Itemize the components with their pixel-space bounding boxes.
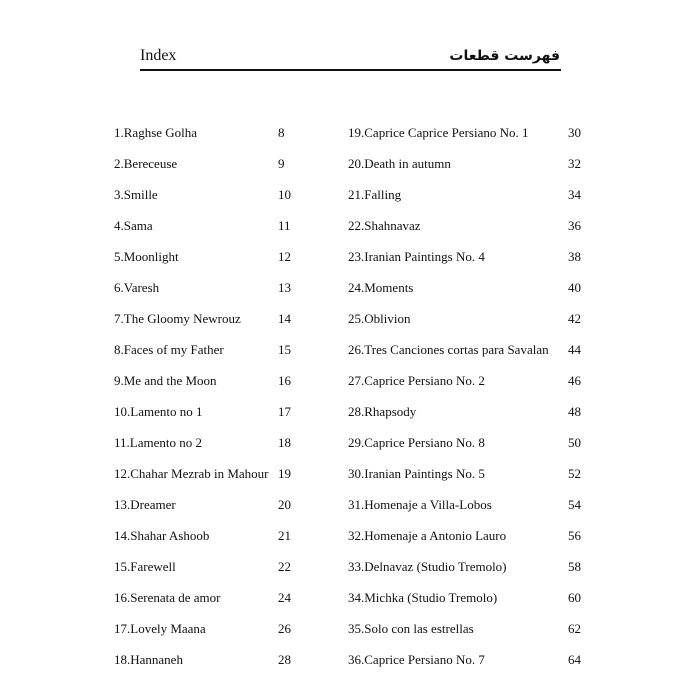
index-entry (114, 276, 294, 307)
index-entry (114, 462, 294, 493)
entry-title: 35.Solo con las estrellas (348, 621, 474, 636)
index-entry (348, 121, 584, 152)
index-entry (348, 400, 584, 431)
entry-page-number: 24 (278, 590, 291, 605)
entry-page-number: 46 (568, 373, 581, 388)
entry-page-number: 15 (278, 342, 291, 357)
entry-title: 23.Iranian Paintings No. 4 (348, 249, 485, 264)
entry-title: 25.Oblivion (348, 311, 411, 326)
entry-title: 8.Faces of my Father (114, 342, 224, 357)
entry-page-number: 60 (568, 590, 581, 605)
index-entry (114, 586, 294, 617)
entry-title: 4.Sama (114, 218, 153, 233)
entry-title: 9.Me and the Moon (114, 373, 217, 388)
index-entry (114, 152, 294, 183)
entry-title: 18.Hannaneh (114, 652, 183, 667)
index-entry (114, 555, 294, 586)
index-entry (348, 369, 584, 400)
entry-title: 29.Caprice Persiano No. 8 (348, 435, 485, 450)
header-rule (140, 69, 561, 71)
entry-page-number: 28 (278, 652, 291, 667)
entry-title: 22.Shahnavaz (348, 218, 421, 233)
entry-page-number: 50 (568, 435, 581, 450)
entry-page-number: 10 (278, 187, 291, 202)
entry-title: 7.The Gloomy Newrouz (114, 311, 241, 326)
entry-title: 31.Homenaje a Villa-Lobos (348, 497, 492, 512)
entry-title: 27.Caprice Persiano No. 2 (348, 373, 485, 388)
index-entry (114, 338, 294, 369)
index-entry (348, 431, 584, 462)
entry-title: 33.Delnavaz (Studio Tremolo) (348, 559, 507, 574)
entry-page-number: 34 (568, 187, 581, 202)
entry-title: 5.Moonlight (114, 249, 179, 264)
index-entry (348, 276, 584, 307)
index-entry (114, 307, 294, 338)
entry-page-number: 36 (568, 218, 581, 233)
index-entry (348, 338, 584, 369)
index-entry (114, 648, 294, 679)
entry-page-number: 18 (278, 435, 291, 450)
entry-page-number: 64 (568, 652, 581, 667)
entry-page-number: 54 (568, 497, 581, 512)
entry-title: 34.Michka (Studio Tremolo) (348, 590, 498, 605)
entry-title: 16.Serenata de amor (114, 590, 221, 605)
entry-page-number: 21 (278, 528, 291, 543)
entry-page-number: 40 (568, 280, 581, 295)
entry-page-number: 16 (278, 373, 291, 388)
entry-page-number: 44 (568, 342, 581, 357)
index-entry (348, 524, 584, 555)
entry-title: 24.Moments (348, 280, 414, 295)
entry-title: 32.Homenaje a Antonio Lauro (348, 528, 507, 543)
entry-page-number: 62 (568, 621, 581, 636)
entry-page-number: 17 (278, 404, 291, 419)
index-entry (348, 462, 584, 493)
index-entry (348, 152, 584, 183)
persian-index-title: فهرست قطعات (449, 48, 560, 64)
index-entry (348, 307, 584, 338)
index-entry (114, 214, 294, 245)
entry-title: 10.Lamento no 1 (114, 404, 203, 419)
entry-page-number: 48 (568, 404, 581, 419)
index-entry (348, 493, 584, 524)
entry-page-number: 52 (568, 466, 581, 481)
entry-title: 3.Smille (114, 187, 158, 202)
index-entry (114, 369, 294, 400)
index-entry (348, 245, 584, 276)
entry-title: 17.Lovely Maana (114, 621, 206, 636)
index-entry (348, 214, 584, 245)
index-entry (348, 555, 584, 586)
index-column-left (114, 121, 294, 679)
entry-title: 30.Iranian Paintings No. 5 (348, 466, 485, 481)
index-entry (114, 431, 294, 462)
entry-page-number: 38 (568, 249, 581, 264)
index-entry (348, 617, 584, 648)
entry-page-number: 12 (278, 249, 291, 264)
entry-title: 1.Raghse Golha (114, 125, 198, 140)
entry-title: 36.Caprice Persiano No. 7 (348, 652, 485, 667)
entry-page-number: 26 (278, 621, 291, 636)
index-entry (114, 183, 294, 214)
entry-title: 21.Falling (348, 187, 402, 202)
entry-title: 28.Rhapsody (348, 404, 417, 419)
entry-page-number: 32 (568, 156, 581, 171)
entry-page-number: 56 (568, 528, 581, 543)
index-entry (114, 524, 294, 555)
entry-page-number: 30 (568, 125, 581, 140)
index-entry (348, 183, 584, 214)
index-entry (114, 617, 294, 648)
entry-title: 12.Chahar Mezrab in Mahour (114, 466, 269, 481)
entry-page-number: 42 (568, 311, 581, 326)
entry-page-number: 8 (278, 125, 285, 140)
index-column-right (348, 121, 584, 679)
entry-title: 13.Dreamer (114, 497, 176, 512)
entry-title: 20.Death in autumn (348, 156, 451, 171)
index-entry (114, 400, 294, 431)
entry-title: 26.Tres Canciones cortas para Savalan (348, 342, 549, 357)
index-entry (114, 245, 294, 276)
entry-page-number: 13 (278, 280, 291, 295)
index-entry (348, 586, 584, 617)
index-entry (114, 121, 294, 152)
index-entry (114, 493, 294, 524)
entry-page-number: 11 (278, 218, 291, 233)
entry-page-number: 14 (278, 311, 291, 326)
entry-title: 6.Varesh (114, 280, 160, 295)
entry-title: 11.Lamento no 2 (114, 435, 202, 450)
index-entry (348, 648, 584, 679)
page-header (140, 46, 560, 70)
entry-title: 14.Shahar Ashoob (114, 528, 210, 543)
entry-page-number: 9 (278, 156, 285, 171)
entry-page-number: 58 (568, 559, 581, 574)
entry-page-number: 19 (278, 466, 291, 481)
entry-title: 2.Bereceuse (114, 156, 178, 171)
entry-title: 15.Farewell (114, 559, 176, 574)
entry-title: 19.Caprice Caprice Persiano No. 1 (348, 125, 529, 140)
index-title: Index (140, 47, 177, 64)
entry-page-number: 22 (278, 559, 291, 574)
entry-page-number: 20 (278, 497, 291, 512)
